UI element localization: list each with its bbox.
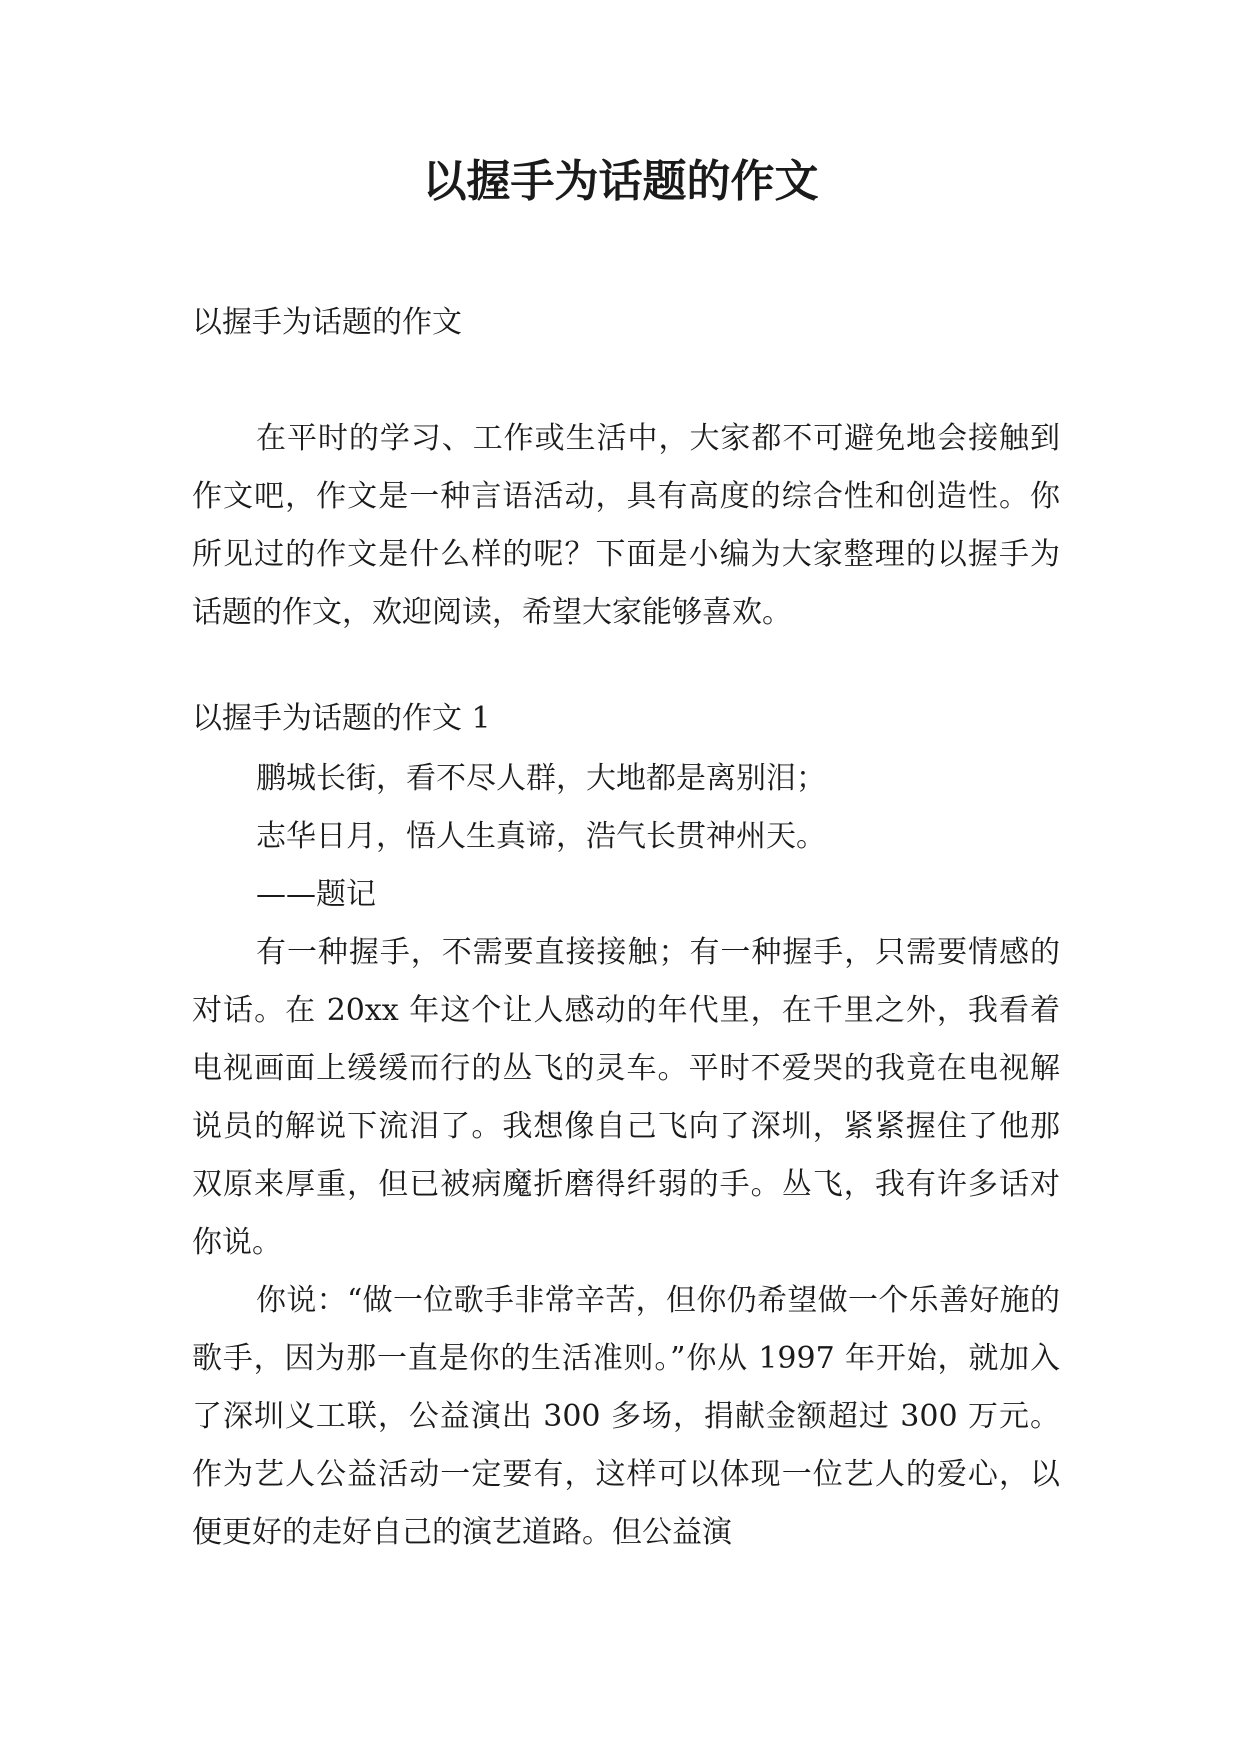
intro-paragraph: 在平时的学习、工作或生活中，大家都不可避免地会接触到作文吧，作文是一种言语活动，具有高度的综合性和创造性。你所见过的作文是什么样的呢？下面是小编为大家整理的以握手为话题的作文，欢迎阅读，希望大家能够喜欢。 xyxy=(192,421,1060,630)
document-body xyxy=(192,294,1060,1562)
document-title: 以握手为话题的作文 xyxy=(422,156,819,207)
body-paragraph-1: 有一种握手，不需要直接接触；有一种握手，只需要情感的对话。在 20xx 年这个让人感动的年代里，在千里之外，我看着电视画面上缓缓而行的丛飞的灵车。平时不爱哭的我竟在电视解说员的解说下流泪了。我想像自己飞向了深圳，紧紧握住了他那双原来厚重，但已被病魔折磨得纤弱的手。丛飞，我有许多话对你说。 xyxy=(192,935,1060,1260)
section-heading: 以握手为话题的作文 1 xyxy=(192,701,491,736)
body-paragraph-2: 你说：“做一位歌手非常辛苦，但你仍希望做一个乐善好施的歌手，因为那一直是你的生活准则。”你从 1997 年开始，就加入了深圳义工联，公益演出 300 多场，捐献金额超过 300 万元。作为艺人公益活动一定要有，这样可以体现一位艺人的爱心，以便更好的走好自己的演艺道路。但公益演 xyxy=(192,1283,1060,1550)
document-subtitle: 以握手为话题的作文 xyxy=(192,305,462,340)
poem-line-1: 鹏城长街，看不尽人群，大地都是离别泪； xyxy=(256,761,826,796)
epigraph: ——题记 xyxy=(256,877,376,912)
poem-line-2: 志华日月，悟人生真谛，浩气长贯神州天。 xyxy=(256,819,826,854)
